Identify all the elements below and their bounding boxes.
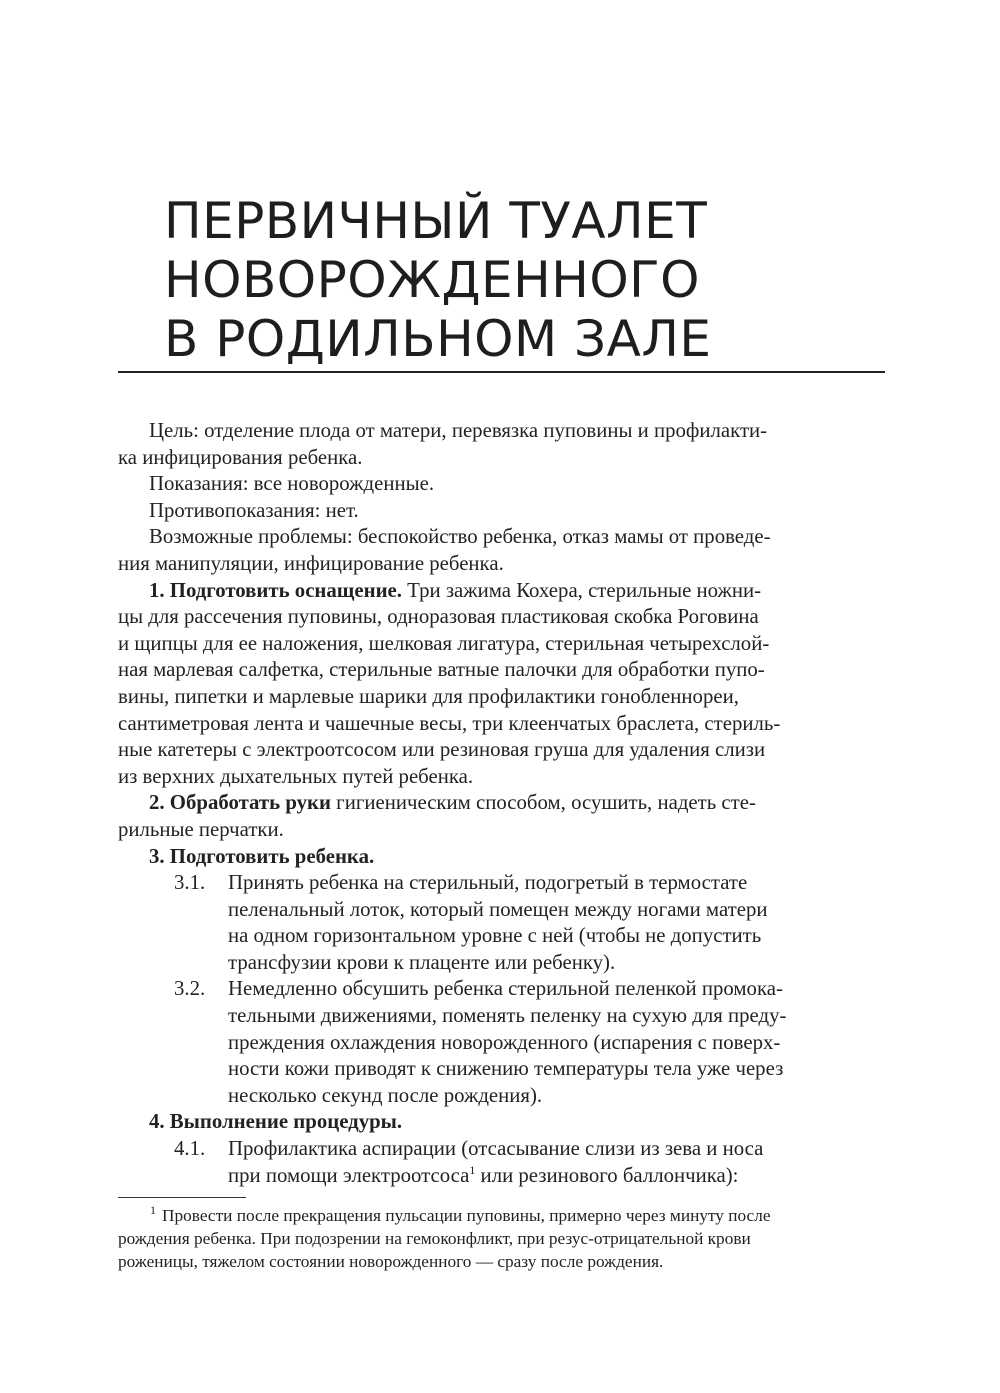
substep-3-1 [118,870,885,976]
step-4-heading: 4. Выполнение процедуры. [149,1110,403,1134]
title-divider [118,371,885,373]
step-2 [118,790,885,843]
substep-4-1-text-after: или резинового баллончика): [475,1163,739,1187]
chapter-title [164,192,712,369]
footnote-divider [118,1197,246,1198]
step-2-heading: 2. Обработать руки [149,791,331,815]
problems-paragraph: Возможные проблемы: беспокойство ребенка, отказ мамы от проведе- ния манипуляции, инфицирование ребенка. [118,525,771,575]
step-2-text: гигиеническим способом, осушить, надеть сте- рильные перчатки. [118,791,756,841]
footnote-mark: 1 [150,1203,156,1218]
footnote-reference[interactable]: 1 [469,1162,476,1177]
substep-3-2-text: Немедленно обсушить ребенка стерильной пеленкой промока- тельными движениями, поменять пеленку на сухую для преду- преждения охлаждения новорожденного (испарения с поверх- ности кожи приводят к снижению температуры тела уже через несколько секунд после рождения). [228,977,787,1107]
chapter-title-line-2: НОВОРОЖДЕННОГО [164,251,701,309]
step-1-text: Три зажима Кохера, стерильные ножни- цы для рассечения пуповины, одноразовая пластиковая скобка Роговина и щипцы для ее наложения, шелковая лигатура, стерильная четырехслой- ная марлевая салфетка, стерильные ватные палочки для обработки пупо- вины, пипетки и марлевые шарики для профилактики гонобленнореи, сантиметровая лента и чашечные весы, три клеенчатых браслета, стериль- ные катетеры с электроотсосом или резиновая груша для удаления слизи из верхних дыхательных путей ребенка. [118,578,781,788]
chapter-title-line-1: ПЕРВИЧНЫЙ ТУАЛЕТ [164,192,708,250]
substep-3-1-text: Принять ребенка на стерильный, подогретый в термостате пеленальный лоток, который помещен между ногами матери на одном горизонтальном уровне с ней (чтобы не допустить трансфузии крови к плаценте или ребенку). [228,871,768,974]
footnote [118,1204,885,1273]
substep-4-1-number: 4.1. [174,1137,206,1161]
substep-4-1-text [228,1136,885,1189]
document-body [118,418,885,1189]
goal-paragraph: Цель: отделение плода от матери, перевязка пуповины и профилакти- ка инфицирования ребенка. [118,419,768,469]
step-3-heading: 3. Подготовить ребенка. [149,844,375,868]
substep-3-2-number: 3.2. [174,977,206,1001]
step-1-heading: 1. Подготовить оснащение. [149,578,402,602]
substep-4-1 [118,1136,885,1189]
step-1 [118,578,885,791]
substep-4-1-text-before: Профилактика аспирации (отсасывание слизи из зева и носа при помощи электроотсоса [228,1137,764,1187]
substep-3-2 [118,976,885,1109]
indications-paragraph: Показания: все новорожденные. [149,472,435,496]
chapter-title-line-3: В РОДИЛЬНОМ ЗАЛЕ [164,310,712,368]
substep-3-1-number: 3.1. [174,871,206,895]
footnote-text: Провести после прекращения пульсации пуповины, примерно через минуту после рождения ребенка. При подозрении на гемоконфликт, при резус-отрицательной крови роженицы, тяжелом состоянии новорожденного — сразу после рождения. [118,1206,771,1271]
contraindications-paragraph: Противопоказания: нет. [149,498,359,522]
